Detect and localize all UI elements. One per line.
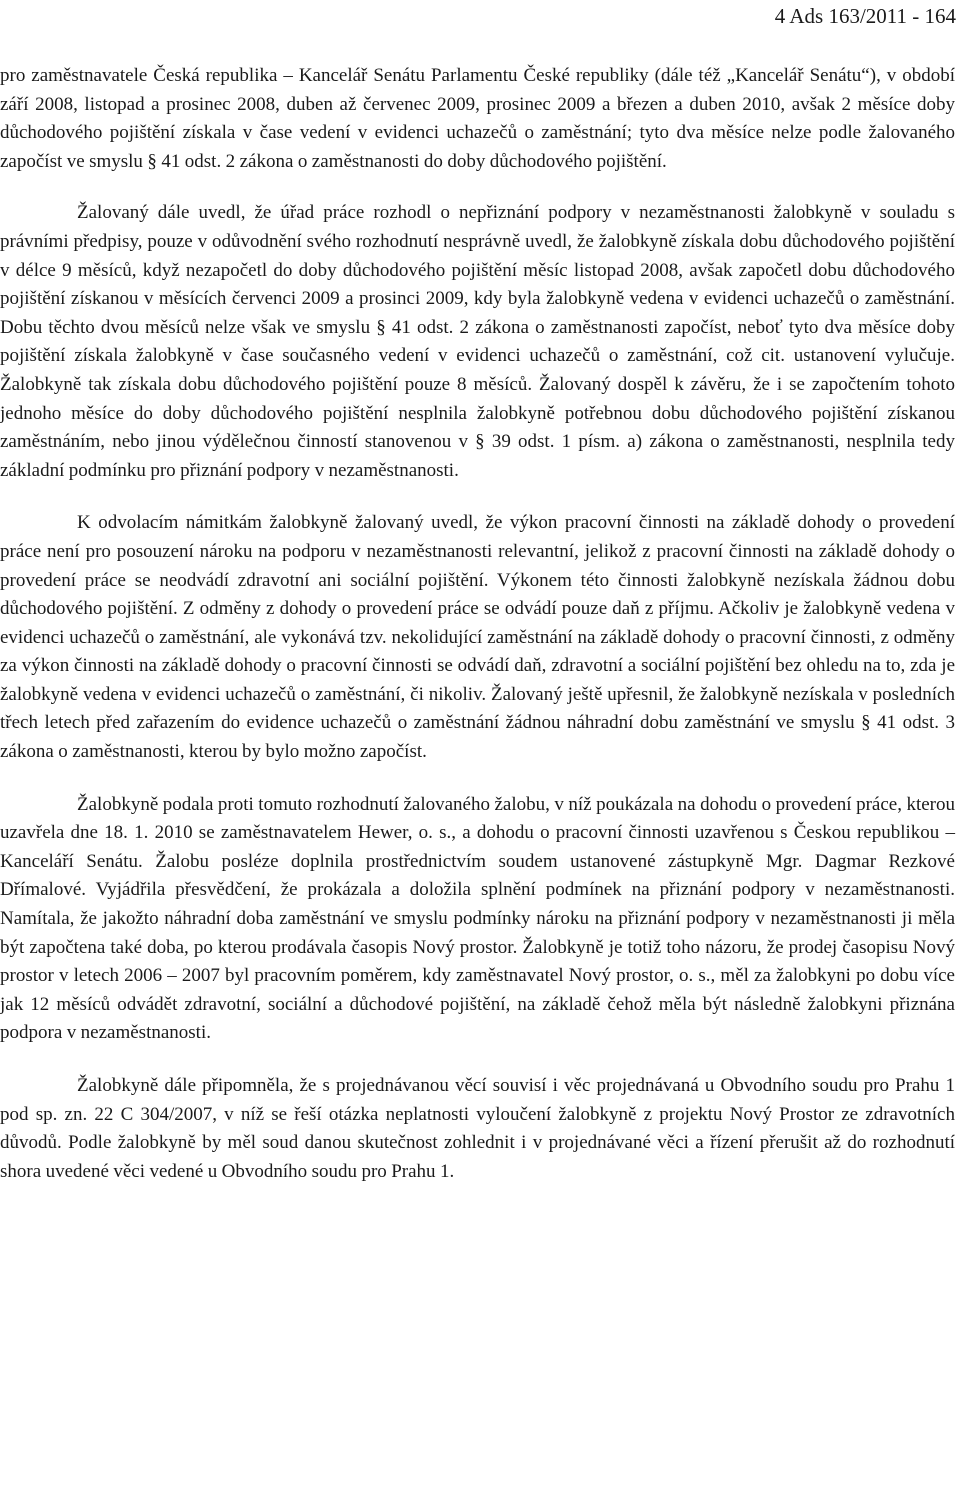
document-body xyxy=(0,62,955,1210)
paragraph-lawsuit-filed: Žalobkyně podala proti tomuto rozhodnutí žalovaného žalobu, v níž poukázala na dohodu o provedení práce, kterou uzavřela dne 18. 1. 2010 se zaměstnavatelem Hewer, o. s., a dohodu o pracovní činnosti uzavřenou s Českou republikou – Kanceláří Senátu. Žalobu posléze doplnila prostřednictvím soudem ustanovené zástupkyně Mgr. Dagmar Rezkové Dřímalové. Vyjádřila přesvědčení, že prokázala a doložila splnění podmínek na přiznání podpory v nezaměstnanosti. Namítala, že jakožto náhradní doba zaměstnání ve smyslu podmínky nároku na přiznání podpory v nezaměstnanosti ji měla být započtena také doba, po kterou prodávala časopis Nový prostor. Žalobkyně je totiž toho názoru, že prodej časopisu Nový prostor v letech 2006 – 2007 byl pracovním poměrem, kdy zaměstnavatel Nový prostor, o. s., měl za žalobkyni po dobu více jak 12 měsíců odvádět zdravotní, sociální a důchodové pojištění, na základě čehož měla být následně žalobkyni přiznána podpora v nezaměstnanosti. xyxy=(0,793,955,1044)
paragraph-related-case: Žalobkyně dále připomněla, že s projednávanou věcí souvisí i věc projednávaná u Obvodního soudu pro Prahu 1 pod sp. zn. 22 C 304/2007, v níž se řeší otázka neplatnosti vyloučení žalobkyně z projektu Nový Prostor ze zdravotních důvodů. Podle žalobkyně by měl soud danou skutečnost zohlednit i v projednávané věci a řízení přerušit až do rozhodnutí shora uvedené věci vedené u Obvodního soudu pro Prahu 1. xyxy=(0,1075,955,1182)
paragraph-defendant-statement: Žalovaný dále uvedl, že úřad práce rozhodl o nepřiznání podpory v nezaměstnanosti žalobkyně v souladu s právními předpisy, pouze v odůvodnění svého rozhodnutí nesprávně uvedl, že žalobkyně získala dobu důchodového pojištění v délce 9 měsíců, když nezapočetl do doby důchodového pojištění měsíc listopad 2008, avšak započetl dobu důchodového pojištění získanou v měsících červenci 2009 a prosinci 2009, kdy byla žalobkyně vedena v evidenci uchazečů o zaměstnání. Dobu těchto dvou měsíců nelze však ve smyslu § 41 odst. 2 zákona o zaměstnanosti započíst, neboť tyto dva měsíce doby pojištění získala žalobkyně v čase současného vedení v evidenci uchazečů o zaměstnání, což cit. ustanovení vylučuje. Žalobkyně tak získala dobu důchodového pojištění pouze 8 měsíců. Žalovaný dospěl k závěru, že i se započtením tohoto jednoho měsíce do doby důchodového pojištění nesplnila žalobkyně potřebnou dobu důchodového pojištění získanou zaměstnáním, nebo jinou výdělečnou činností stanovenou v § 39 odst. 1 písm. a) zákona o zaměstnanosti, nesplnila tedy základní podmínku pro přiznání podpory v nezaměstnanosti. xyxy=(0,202,955,481)
paragraph-appeal-response: K odvolacím námitkám žalobkyně žalovaný uvedl, že výkon pracovní činnosti na základě dohody o provedení práce není pro posouzení nároku na podporu v nezaměstnanosti relevantní, jelikož z pracovní činnosti na základě dohody o provedení práce se neodvádí zdravotní ani sociální pojištění. Výkonem této činnosti žalobkyně nezískala žádnou dobu důchodového pojištění. Z odměny z dohody o provedení práce se odvádí pouze daň z příjmu. Ačkoliv je žalobkyně vedena v evidenci uchazečů o zaměstnání, ale vykonává tzv. nekolidující zaměstnání na základě dohody o pracovní činnosti, z odměny za výkon činnosti na základě dohody o pracovní činnosti se odvádí daň, zdravotní a sociální pojištění bez ohledu na to, zda je žalobkyně vedena v evidenci uchazečů o zaměstnání, či nikoliv. Žalovaný ještě upřesnil, že žalobkyně nezískala v posledních třech letech před zařazením do evidence uchazečů o zaměstnání žádnou náhradní dobu zaměstnání ve smyslu § 41 odst. 3 zákona o zaměstnanosti, kterou by bylo možno započíst. xyxy=(0,512,955,763)
paragraph-continuation: pro zaměstnavatele Česká republika – Kancelář Senátu Parlamentu České republiky (dále též „Kancelář Senátu“), v období září 2008, listopad a prosinec 2008, duben až červenec 2009, prosinec 2009 a březen a duben 2010, avšak 2 měsíce doby důchodového pojištění získala v čase vedení v evidenci uchazečů o zaměstnání; tyto dva měsíce nelze podle žalovaného započíst ve smyslu § 41 odst. 2 zákona o zaměstnanosti do doby důchodového pojištění. xyxy=(0,65,955,172)
case-reference-header: 4 Ads 163/2011 - 164 xyxy=(774,4,956,28)
